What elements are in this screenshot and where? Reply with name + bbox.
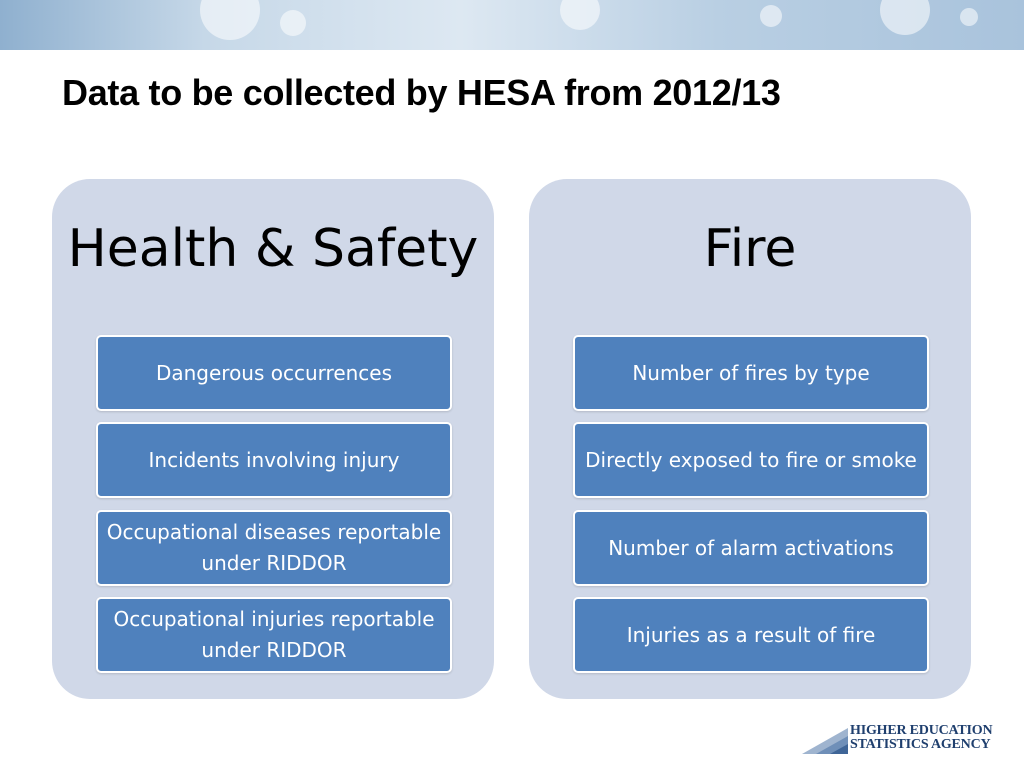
item-alarm-activations: Number of alarm activations [573, 510, 929, 586]
item-dangerous-occurrences: Dangerous occurrences [96, 335, 452, 411]
health-safety-panel [52, 179, 494, 699]
item-injuries-fire: Injuries as a result of fire [573, 597, 929, 673]
fire-panel [529, 179, 971, 699]
logo-line-2: STATISTICS AGENCY [850, 737, 991, 752]
health-safety-heading: Health & Safety [67, 219, 479, 279]
item-number-of-fires: Number of fires by type [573, 335, 929, 411]
item-occupational-injuries: Occupational injuries reportable under RIDDOR [96, 597, 452, 673]
hesa-logo [802, 724, 1012, 756]
item-occupational-diseases: Occupational diseases reportable under RIDDOR [96, 510, 452, 586]
hesa-logo-mark-icon [802, 728, 848, 754]
item-incidents-involving-injury: Incidents involving injury [96, 422, 452, 498]
item-directly-exposed: Directly exposed to fire or smoke [573, 422, 929, 498]
hesa-logo-text [850, 724, 992, 752]
slide-title: Data to be collected by HESA from 2012/13 [62, 72, 781, 113]
fire-heading: Fire [703, 219, 797, 279]
header-banner-image [0, 0, 1024, 50]
logo-line-1: HIGHER EDUCATION [850, 723, 993, 738]
